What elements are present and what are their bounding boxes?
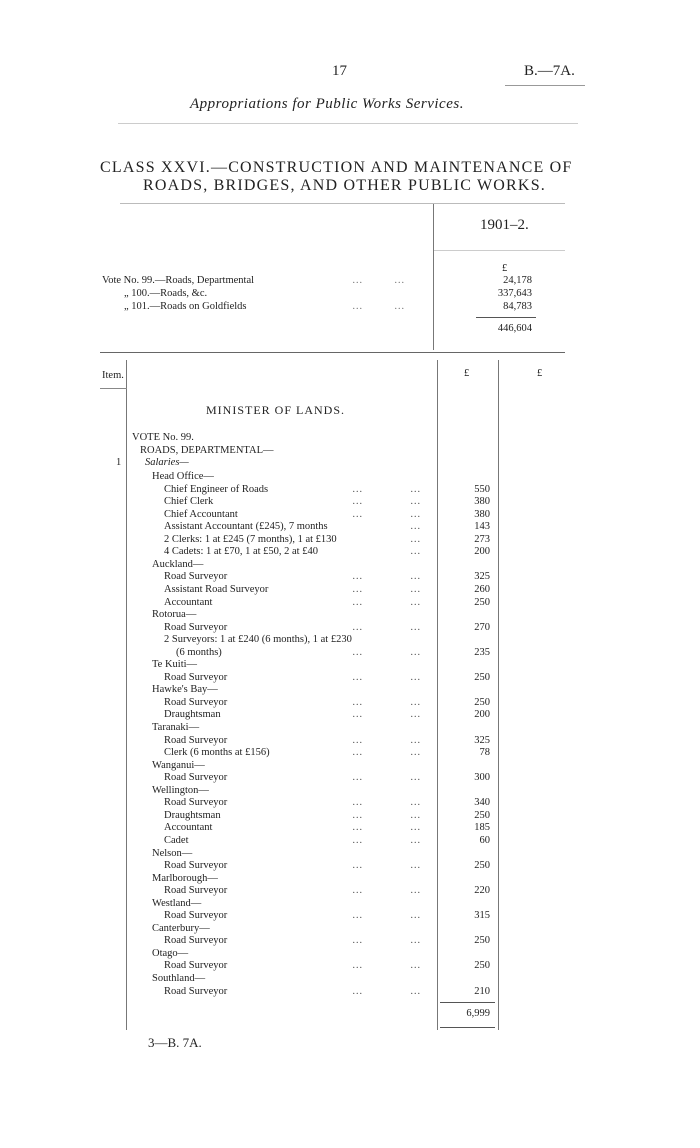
leader-dots: … xyxy=(352,571,363,583)
row-label: Road Surveyor xyxy=(164,696,228,708)
leader-dots: … xyxy=(410,483,421,495)
leader-dots: … xyxy=(352,822,363,834)
leader-dots: … xyxy=(410,772,421,784)
table-row xyxy=(0,821,700,834)
row-amount: 60 xyxy=(479,834,490,846)
subtitle-rule xyxy=(118,123,578,124)
row-amount: 325 xyxy=(474,734,490,746)
row-amount: 250 xyxy=(474,809,490,821)
leader-dots: … xyxy=(352,860,363,872)
leader-dots: … xyxy=(352,734,363,746)
leader-dots: … xyxy=(410,646,421,658)
row-label: Road Surveyor xyxy=(164,797,228,809)
row-amount: 250 xyxy=(474,860,490,872)
row-amount: 200 xyxy=(474,709,490,721)
row-label: 2 Surveyors: 1 at £240 (6 months), 1 at £230 xyxy=(164,634,352,646)
column1-currency: £ xyxy=(464,368,470,379)
row-amount: 250 xyxy=(474,671,490,683)
row-amount: 273 xyxy=(474,533,490,545)
row-label: Road Surveyor xyxy=(164,734,228,746)
row-amount: 300 xyxy=(474,772,490,784)
leader-dots: … xyxy=(410,747,421,759)
leader-dots: … xyxy=(410,696,421,708)
row-amount: 220 xyxy=(474,885,490,897)
leader-dots: … xyxy=(410,809,421,821)
table-row xyxy=(0,708,700,721)
table-row xyxy=(0,834,700,847)
leader-dots: … xyxy=(410,533,421,545)
row-amount: 270 xyxy=(474,621,490,633)
row-label: Assistant Road Surveyor xyxy=(164,583,269,595)
table-row xyxy=(0,520,700,533)
row-label: Nelson— xyxy=(152,847,193,859)
row-label: 2 Clerks: 1 at £245 (7 months), 1 at £130 xyxy=(164,533,337,545)
row-amount: 185 xyxy=(474,822,490,834)
leader-dots: … xyxy=(352,960,363,972)
table-row xyxy=(0,934,700,947)
row-label: Road Surveyor xyxy=(164,571,228,583)
summary-total: 446,604 xyxy=(497,323,532,334)
row-label: Taranaki— xyxy=(152,722,200,733)
row-amount: 260 xyxy=(474,583,490,595)
table-row xyxy=(0,771,700,784)
table-row xyxy=(0,796,700,809)
detail-total: 6,999 xyxy=(466,1008,490,1019)
row-label: Chief Engineer of Roads xyxy=(164,483,269,495)
leader-dots: … xyxy=(410,671,421,683)
detail-total-rule xyxy=(440,1002,495,1003)
row-amount: 250 xyxy=(474,935,490,947)
table-row xyxy=(0,533,700,546)
row-amount: 380 xyxy=(474,496,490,508)
row-amount: 340 xyxy=(474,797,490,809)
summary-amount-99: 24,178 xyxy=(503,275,532,286)
table-row xyxy=(0,972,700,985)
leader-dots: … xyxy=(410,496,421,508)
leader-dots: … xyxy=(410,709,421,721)
table-row xyxy=(0,545,700,558)
table-row xyxy=(0,909,700,922)
table-row xyxy=(0,671,700,684)
leader-dots: … xyxy=(410,734,421,746)
leader-dots: … xyxy=(352,621,363,633)
leader-dots: … xyxy=(410,583,421,595)
row-label: Wellington— xyxy=(152,784,209,796)
leader-dots: … xyxy=(352,747,363,759)
leader-dots: … xyxy=(410,834,421,846)
summary-vote-99: Vote No. 99.—Roads, Departmental xyxy=(102,275,255,286)
class-title-line1: CLASS XXVI.—CONSTRUCTION AND MAINTENANCE OF xyxy=(100,159,573,176)
header-rule xyxy=(505,85,585,86)
table-row xyxy=(0,897,700,910)
leader-dots: … xyxy=(352,596,363,608)
row-amount: 250 xyxy=(474,960,490,972)
row-label: Road Surveyor xyxy=(164,671,228,683)
table-row xyxy=(0,872,700,885)
minister-heading: MINISTER OF LANDS. xyxy=(206,403,346,417)
row-label: Chief Clerk xyxy=(164,496,214,508)
summary-vote-100: „ 100.—Roads, &c. xyxy=(124,288,208,299)
row-label: Southland— xyxy=(152,973,206,984)
leader-dots: … xyxy=(352,834,363,846)
summary-total-rule xyxy=(476,317,536,318)
row-label: Te Kuiti— xyxy=(152,659,198,671)
row-label: Road Surveyor xyxy=(164,772,228,784)
row-label: Road Surveyor xyxy=(164,935,228,947)
row-label: Wanganui— xyxy=(152,759,205,771)
summary-top-rule xyxy=(120,203,565,204)
leader-dots: … xyxy=(410,797,421,809)
table-row xyxy=(0,721,700,734)
row-label: 4 Cadets: 1 at £70, 1 at £50, 2 at £40 xyxy=(164,546,318,558)
table-row xyxy=(0,658,700,671)
row-amount: 235 xyxy=(474,646,490,658)
leader-dots: … xyxy=(410,596,421,608)
row-label: Chief Accountant xyxy=(164,508,238,520)
table-row xyxy=(0,759,700,772)
row-label: Road Surveyor xyxy=(164,885,228,897)
row-amount: 550 xyxy=(474,483,490,495)
row-label: Draughtsman xyxy=(164,709,221,721)
table-row xyxy=(0,734,700,747)
row-amount: 315 xyxy=(474,910,490,922)
leader-dots: … xyxy=(352,496,363,508)
row-amount: 325 xyxy=(474,571,490,583)
leader-dots: … xyxy=(352,696,363,708)
row-label: Auckland— xyxy=(152,558,204,570)
leader-dots: … xyxy=(352,985,363,997)
row-amount: 78 xyxy=(479,747,490,759)
leader-dots: … xyxy=(352,483,363,495)
table-row xyxy=(0,746,700,759)
summary-column-divider xyxy=(433,204,434,350)
summary-amount-100: 337,643 xyxy=(497,288,532,299)
leader-dots: … xyxy=(410,910,421,922)
table-row xyxy=(0,859,700,872)
page-subtitle: Appropriations for Public Works Services. xyxy=(190,96,464,112)
leader-dots: … xyxy=(352,709,363,721)
table-row xyxy=(0,508,700,521)
table-row xyxy=(0,608,700,621)
item-column-header: Item. xyxy=(102,370,124,381)
leader-dots: … xyxy=(410,860,421,872)
table-row xyxy=(0,470,700,483)
row-label: Road Surveyor xyxy=(164,910,228,922)
row-amount: 200 xyxy=(474,546,490,558)
leader-dots: … xyxy=(410,885,421,897)
table-row xyxy=(0,558,700,571)
table-row xyxy=(0,683,700,696)
row-label: Marlborough— xyxy=(152,872,218,884)
table-row xyxy=(0,696,700,709)
row-label: (6 months) xyxy=(176,646,222,658)
table-row xyxy=(0,784,700,797)
row-label: Head Office— xyxy=(152,471,214,482)
leader-dots: … xyxy=(352,809,363,821)
table-row xyxy=(0,959,700,972)
document-reference: B.—7A. xyxy=(524,63,575,79)
row-label: Canterbury— xyxy=(152,922,210,934)
item-number: 1 xyxy=(116,457,122,468)
leader-dots: … xyxy=(352,910,363,922)
summary-amount-101: 84,783 xyxy=(503,301,532,312)
table-row xyxy=(0,621,700,634)
summary-dots: … … xyxy=(352,275,405,286)
table-row xyxy=(0,646,700,659)
row-amount: 250 xyxy=(474,596,490,608)
leader-dots: … xyxy=(410,985,421,997)
table-row xyxy=(0,483,700,496)
leader-dots: … xyxy=(352,583,363,595)
leader-dots: … xyxy=(410,546,421,558)
leader-dots: … xyxy=(410,571,421,583)
row-label: Road Surveyor xyxy=(164,860,228,872)
detail-header-rule xyxy=(100,388,127,389)
table-row xyxy=(0,847,700,860)
row-label: Rotorua— xyxy=(152,609,197,621)
row-amount: 250 xyxy=(474,696,490,708)
row-label: Draughtsman xyxy=(164,809,221,821)
row-amount: 143 xyxy=(474,521,490,533)
summary-dots: … … xyxy=(352,301,405,312)
leader-dots: … xyxy=(352,772,363,784)
table-row xyxy=(0,495,700,508)
row-label: Road Surveyor xyxy=(164,960,228,972)
table-row xyxy=(0,570,700,583)
class-title-line2: ROADS, BRIDGES, AND OTHER PUBLIC WORKS. xyxy=(143,177,546,194)
table-row xyxy=(0,947,700,960)
leader-dots: … xyxy=(410,960,421,972)
column2-currency: £ xyxy=(537,368,543,379)
table-row xyxy=(0,596,700,609)
table-row xyxy=(0,922,700,935)
leader-dots: … xyxy=(410,621,421,633)
row-label: Road Surveyor xyxy=(164,985,228,997)
row-label: Westland— xyxy=(152,897,202,909)
summary-vote-101: „ 101.—Roads on Goldfields xyxy=(124,301,247,312)
leader-dots: … xyxy=(410,508,421,520)
row-amount: 380 xyxy=(474,508,490,520)
row-label: Cadet xyxy=(164,834,189,846)
row-label: Otago— xyxy=(152,947,189,959)
leader-dots: … xyxy=(410,822,421,834)
summary-header-rule xyxy=(434,250,565,251)
leader-dots: … xyxy=(352,797,363,809)
table-row xyxy=(0,884,700,897)
leader-dots: … xyxy=(352,885,363,897)
footer-signature: 3—B. 7A. xyxy=(148,1035,202,1050)
salaries-heading: Salaries— xyxy=(145,457,189,468)
leader-dots: … xyxy=(410,935,421,947)
row-label: Hawke's Bay— xyxy=(152,684,218,696)
table-row xyxy=(0,985,700,998)
summary-bottom-rule xyxy=(100,352,565,353)
detail-bottom-rule xyxy=(440,1027,495,1028)
row-label: Assistant Accountant (£245), 7 months xyxy=(164,521,328,533)
table-row xyxy=(0,809,700,822)
row-label: Accountant xyxy=(164,822,213,834)
row-label: Road Surveyor xyxy=(164,621,228,633)
row-amount: 210 xyxy=(474,985,490,997)
leader-dots: … xyxy=(352,646,363,658)
leader-dots: … xyxy=(410,521,421,533)
roads-heading: ROADS, DEPARTMENTAL— xyxy=(140,445,274,456)
vote-heading: VOTE No. 99. xyxy=(132,432,194,443)
leader-dots: … xyxy=(352,935,363,947)
row-label: Clerk (6 months at £156) xyxy=(164,747,270,759)
summary-currency: £ xyxy=(502,263,508,274)
row-label: Accountant xyxy=(164,596,213,608)
page-number: 17 xyxy=(332,63,347,79)
table-row xyxy=(0,583,700,596)
leader-dots: … xyxy=(352,671,363,683)
table-row xyxy=(0,633,700,646)
leader-dots: … xyxy=(352,508,363,520)
summary-year: 1901–2. xyxy=(480,217,529,233)
